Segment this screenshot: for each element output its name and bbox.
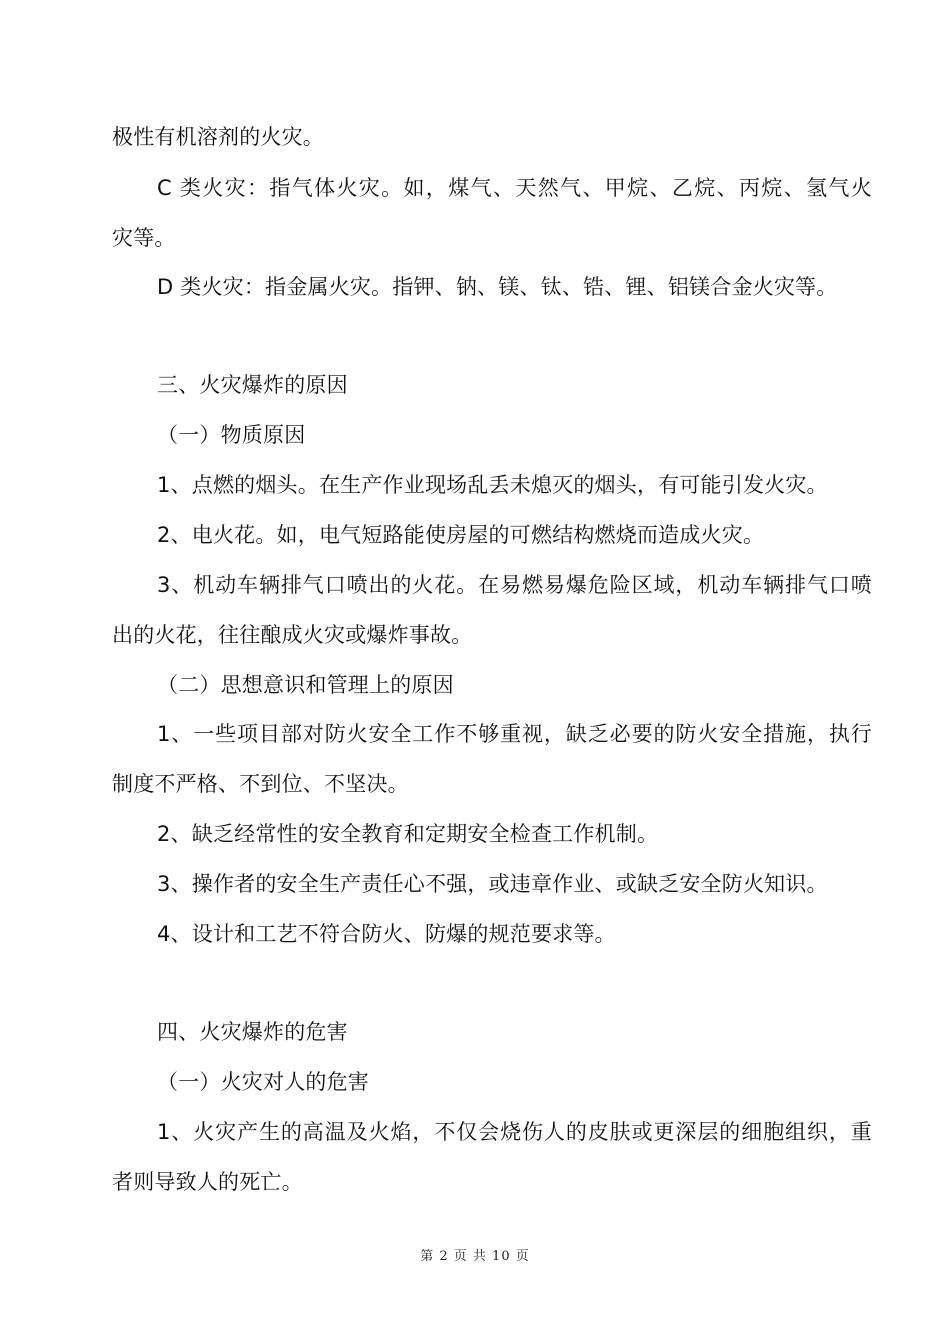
- section-heading: 三、火灾爆炸的原因: [157, 373, 348, 397]
- paragraph-line: 4、设计和工艺不符合防火、防爆的规范要求等。: [157, 922, 616, 946]
- section-heading: 四、火灾爆炸的危害: [157, 1020, 348, 1044]
- subsection-heading: （一）物质原因: [157, 423, 306, 447]
- paragraph-line: 3、机动车辆排气口喷出的火花。在易燃易爆危险区域，机动车辆排气口喷: [157, 573, 872, 597]
- paragraph-line: 制度不严格、不到位、不坚决。: [112, 772, 409, 796]
- paragraph-line: 出的火花，往往酿成火灾或爆炸事故。: [112, 623, 473, 647]
- paragraph-line: 灾等。: [112, 226, 176, 250]
- paragraph-line: 1、一些项目部对防火安全工作不够重视，缺乏必要的防火安全措施，执行: [157, 722, 872, 746]
- paragraph-line: 1、火灾产生的高温及火焰，不仅会烧伤人的皮肤或更深层的细胞组织，重: [157, 1120, 872, 1144]
- subsection-heading: （二）思想意识和管理上的原因: [157, 673, 454, 697]
- paragraph-line: 极性有机溶剂的火灾。: [112, 125, 324, 149]
- page-number-footer: 第 2 页 共 10 页: [420, 1249, 530, 1264]
- paragraph-line: 2、电火花。如，电气短路能使房屋的可燃结构燃烧而造成火灾。: [157, 523, 765, 547]
- paragraph-line: 者则导致人的死亡。: [112, 1170, 303, 1194]
- subsection-heading: （一）火灾对人的危害: [157, 1070, 369, 1094]
- paragraph-line: 3、操作者的安全生产责任心不强，或违章作业、或缺乏安全防火知识。: [157, 872, 828, 896]
- paragraph-line: C 类火灾：指气体火灾。如，煤气、天然气、甲烷、乙烷、丙烷、氢气火: [157, 176, 872, 200]
- paragraph-line: 2、缺乏经常性的安全教育和定期安全检查工作机制。: [157, 822, 659, 846]
- paragraph-line: 1、点燃的烟头。在生产作业现场乱丢未熄灭的烟头，有可能引发火灾。: [157, 473, 828, 497]
- paragraph-line: D 类火灾：指金属火灾。指钾、钠、镁、钛、锆、锂、铝镁合金火灾等。: [157, 275, 838, 299]
